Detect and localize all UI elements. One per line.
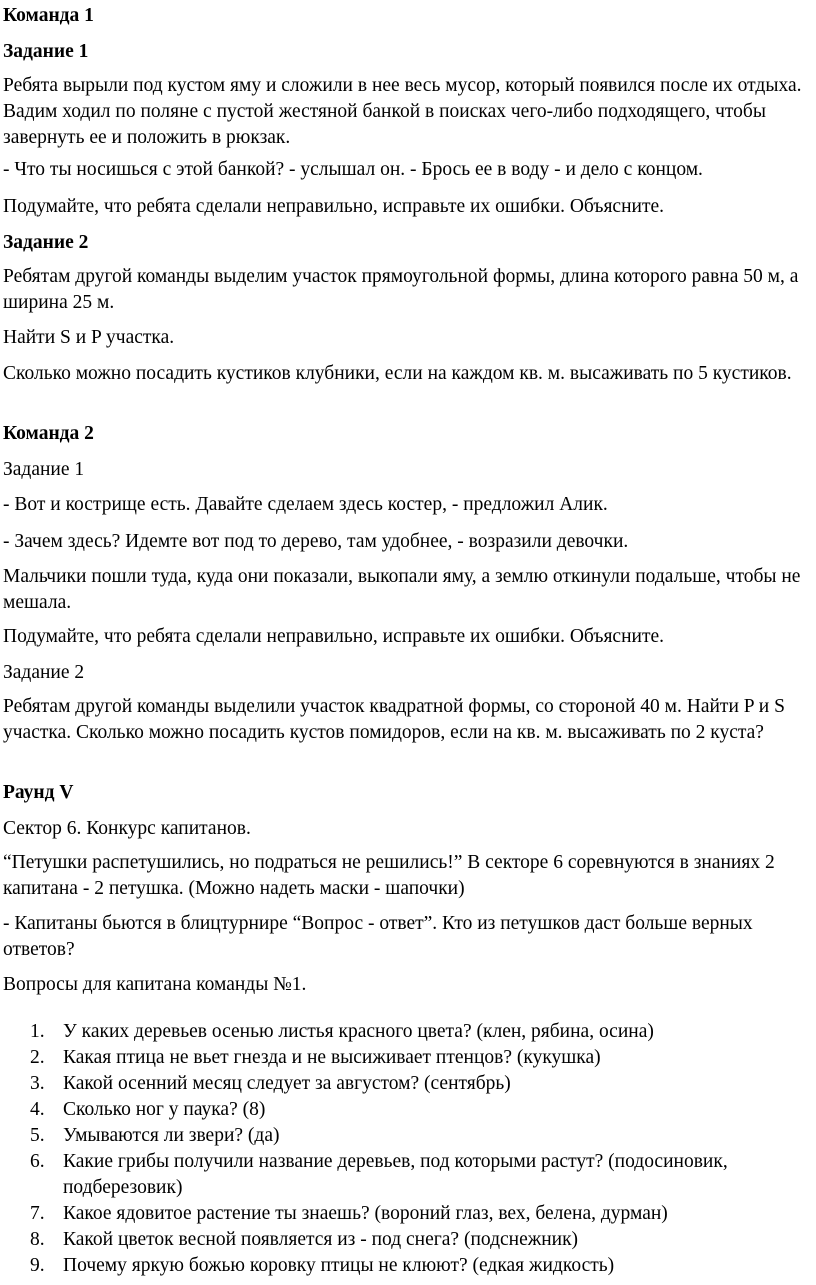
round5-heading: Раунд V xyxy=(3,782,74,803)
team1-task2-para1: Ребятам другой команды выделим участок прямоугольной формы, длина которого равна 50 м, а ширина 25 м. xyxy=(3,266,799,313)
question-number: 3. xyxy=(30,1073,45,1094)
question-text: Умываются ли звери? (да) xyxy=(63,1125,280,1146)
question-text: Какие грибы получили название деревьев, под которыми растут? (подосиновик, подберезовик) xyxy=(63,1151,728,1198)
team2-task2-heading: Задание 2 xyxy=(3,662,85,683)
team2-task1-para4: Подумайте, что ребята сделали неправильно, исправьте их ошибки. Объясните. xyxy=(3,626,665,647)
team1-task2-para3: Сколько можно посадить кустиков клубники, если на каждом кв. м. высаживать по 5 кустиков. xyxy=(3,363,792,384)
question-item xyxy=(3,1019,803,1045)
round5-intro: “Петушки распетушились, но подраться не решились!” В секторе 6 соревнуются в знаниях 2 капитана - 2 петушка. (Можно надеть маски - шапочки) xyxy=(3,852,775,899)
question-number: 1. xyxy=(30,1021,45,1042)
question-text: Какая птица не вьет гнезда и не высиживает птенцов? (кукушка) xyxy=(63,1047,601,1068)
team1-task2-para2: Найти S и P участка. xyxy=(3,327,175,348)
team1-task1-heading: Задание 1 xyxy=(3,41,89,62)
question-number: 4. xyxy=(30,1099,45,1120)
question-item xyxy=(3,1227,803,1253)
question-number: 8. xyxy=(30,1229,45,1250)
question-text: Сколько ног у паука? (8) xyxy=(63,1099,266,1120)
questions-title: Вопросы для капитана команды №1. xyxy=(3,974,307,995)
team2-heading: Команда 2 xyxy=(3,423,94,444)
question-item xyxy=(3,1149,803,1201)
question-item xyxy=(3,1071,803,1097)
question-number: 2. xyxy=(30,1047,45,1068)
team2-task1-para3: Мальчики пошли туда, куда они показали, выкопали яму, а землю откинули подальше, чтобы не мешала. xyxy=(3,566,801,613)
question-number: 6. xyxy=(30,1151,45,1172)
question-number: 7. xyxy=(30,1203,45,1224)
team1-heading: Команда 1 xyxy=(3,5,94,26)
team1-task2-heading: Задание 2 xyxy=(3,232,89,253)
round5-sector: Сектор 6. Конкурс капитанов. xyxy=(3,818,251,839)
question-text: Какое ядовитое растение ты знаешь? (вороний глаз, вех, белена, дурман) xyxy=(63,1203,668,1224)
question-text: Какой осенний месяц следует за августом? (сентябрь) xyxy=(63,1073,511,1094)
round5-blitz: - Капитаны бьются в блицтурнире “Вопрос - ответ”. Кто из петушков даст больше верных ответов? xyxy=(3,913,753,960)
question-item xyxy=(3,1123,803,1149)
question-text: Какой цветок весной появляется из - под снега? (подснежник) xyxy=(63,1229,579,1250)
questions-list xyxy=(3,1019,803,1279)
team2-task1-heading: Задание 1 xyxy=(3,459,85,480)
question-item xyxy=(3,1097,803,1123)
team2-task2-para1: Ребятам другой команды выделили участок квадратной формы, со стороной 40 м. Найти P и S участка. Сколько можно посадить кустов помидоров, если на кв. м. высаживать по 2 куста? xyxy=(3,696,785,743)
question-number: 5. xyxy=(30,1125,45,1146)
question-text: Почему яркую божью коровку птицы не клюют? (едкая жидкость) xyxy=(63,1255,615,1276)
team1-task1-para3: Подумайте, что ребята сделали неправильно, исправьте их ошибки. Объясните. xyxy=(3,196,665,217)
question-item xyxy=(3,1253,803,1279)
team2-task1-para2: - Зачем здесь? Идемте вот под то дерево, там удобнее, - возразили девочки. xyxy=(3,531,629,552)
question-number: 9. xyxy=(30,1255,45,1276)
question-text: У каких деревьев осенью листья красного цвета? (клен, рябина, осина) xyxy=(63,1021,654,1042)
team1-task1-para1: Ребята вырыли под кустом яму и сложили в нее весь мусор, который появился после их отдыха. Вадим ходил по поляне с пустой жестяной банкой в поисках чего-либо подходящего, чтобы завернуть ее и положить в рюкзак. xyxy=(3,75,802,148)
question-item xyxy=(3,1201,803,1227)
team1-task1-para2: - Что ты носишься с этой банкой? - услышал он. - Брось ее в воду - и дело с концом. xyxy=(3,159,703,180)
question-item xyxy=(3,1045,803,1071)
team2-task1-para1: - Вот и кострище есть. Давайте сделаем здесь костер, - предложил Алик. xyxy=(3,494,608,515)
